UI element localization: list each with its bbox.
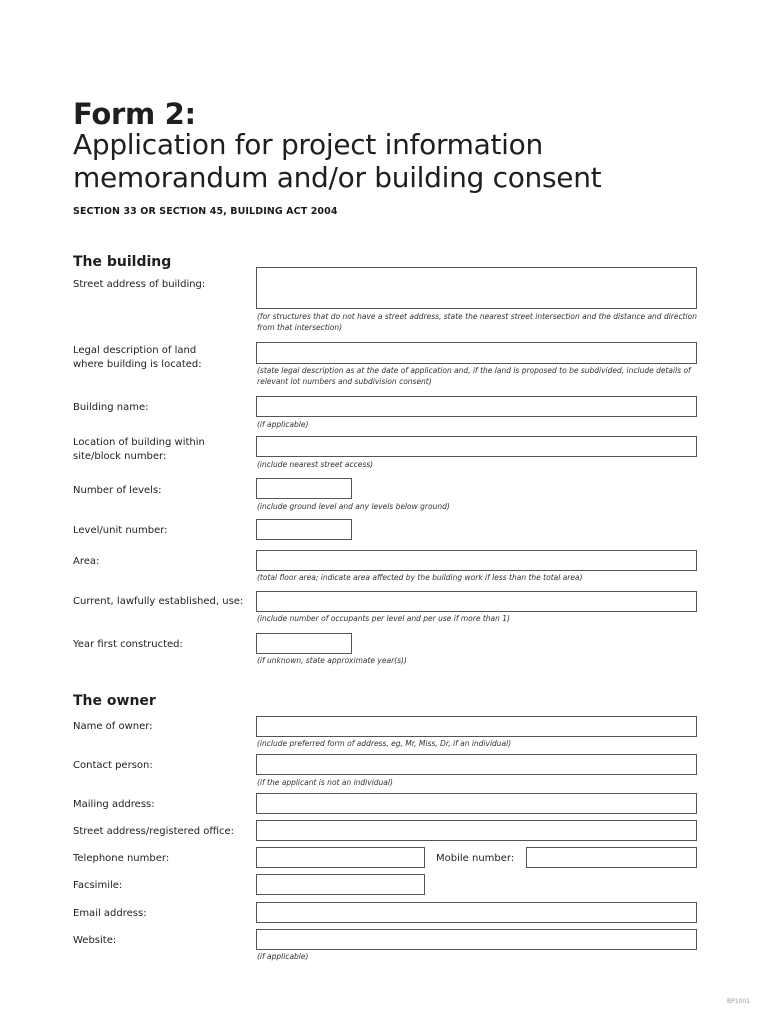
owner-name-label: Name of owner: (73, 721, 153, 732)
levels-field[interactable] (256, 478, 352, 499)
year-field[interactable] (256, 633, 352, 654)
street-address-field[interactable] (256, 267, 697, 309)
website-label: Website: (73, 935, 117, 946)
owner-name-hint: (include preferred form of address, eg, Mr, Miss, Dr, if an individual) (257, 739, 512, 748)
act-reference: SECTION 33 OR SECTION 45, BUILDING ACT 2004 (73, 206, 338, 217)
building-name-hint: (if applicable) (257, 420, 309, 429)
form-code: BP1001 (726, 998, 750, 1005)
legal-description-label-line-2: where building is located: (73, 359, 202, 370)
facsimile-label: Facsimile: (73, 880, 123, 891)
mobile-label: Mobile number: (436, 853, 515, 864)
registered-office-label: Street address/registered office: (73, 826, 235, 837)
telephone-field[interactable] (256, 847, 425, 868)
contact-person-hint: (if the applicant is not an individual) (257, 778, 393, 787)
mobile-field[interactable] (526, 847, 697, 868)
use-label: Current, lawfully established, use: (73, 596, 244, 607)
registered-office-field[interactable] (256, 820, 697, 841)
contact-person-label: Contact person: (73, 760, 153, 771)
street-address-hint: (for structures that do not have a street address, state the nearest street intersection and the distance and direction from that intersection) (257, 312, 697, 332)
levels-label: Number of levels: (73, 485, 162, 496)
website-hint: (if applicable) (257, 952, 309, 961)
location-label-line-1: Location of building within (73, 437, 205, 448)
year-label: Year first constructed: (73, 639, 183, 650)
unit-field[interactable] (256, 519, 352, 540)
mailing-address-field[interactable] (256, 793, 697, 814)
use-field[interactable] (256, 591, 697, 612)
email-label: Email address: (73, 908, 147, 919)
contact-person-field[interactable] (256, 754, 697, 775)
location-label (73, 436, 205, 464)
legal-description-label-line-1: Legal description of land (73, 345, 197, 356)
telephone-label: Telephone number: (73, 853, 170, 864)
owner-name-field[interactable] (256, 716, 697, 737)
form-subtitle (73, 128, 693, 194)
location-hint: (include nearest street access) (257, 460, 374, 469)
location-label-line-2: site/block number: (73, 451, 167, 462)
area-hint: (total floor area; indicate area affected by the building work if less than the total area) (257, 573, 583, 582)
email-field[interactable] (256, 902, 697, 923)
legal-description-field[interactable] (256, 342, 697, 364)
street-address-label: Street address of building: (73, 279, 206, 290)
unit-label: Level/unit number: (73, 525, 168, 536)
legal-description-label (73, 344, 202, 372)
year-hint: (if unknown, state approximate year(s)) (257, 656, 407, 665)
levels-hint: (include ground level and any levels below ground) (257, 502, 450, 511)
legal-description-hint: (state legal description as at the date of application and, if the land is proposed to be subdivided, include details of relevant lot numbers and subdivision consent) (257, 366, 691, 386)
website-field[interactable] (256, 929, 697, 950)
owner-section-heading: The owner (73, 693, 156, 709)
use-hint: (include number of occupants per level and per use if more than 1) (257, 614, 510, 623)
location-field[interactable] (256, 436, 697, 457)
form-title: Form 2: (73, 97, 196, 131)
area-label: Area: (73, 556, 100, 567)
building-section-heading: The building (73, 254, 172, 270)
facsimile-field[interactable] (256, 874, 425, 895)
building-name-label: Building name: (73, 402, 149, 413)
building-name-field[interactable] (256, 396, 697, 417)
form-subtitle-line-1: Application for project information (73, 128, 543, 161)
area-field[interactable] (256, 550, 697, 571)
form-subtitle-line-2: memorandum and/or building consent (73, 161, 602, 194)
mailing-address-label: Mailing address: (73, 799, 155, 810)
